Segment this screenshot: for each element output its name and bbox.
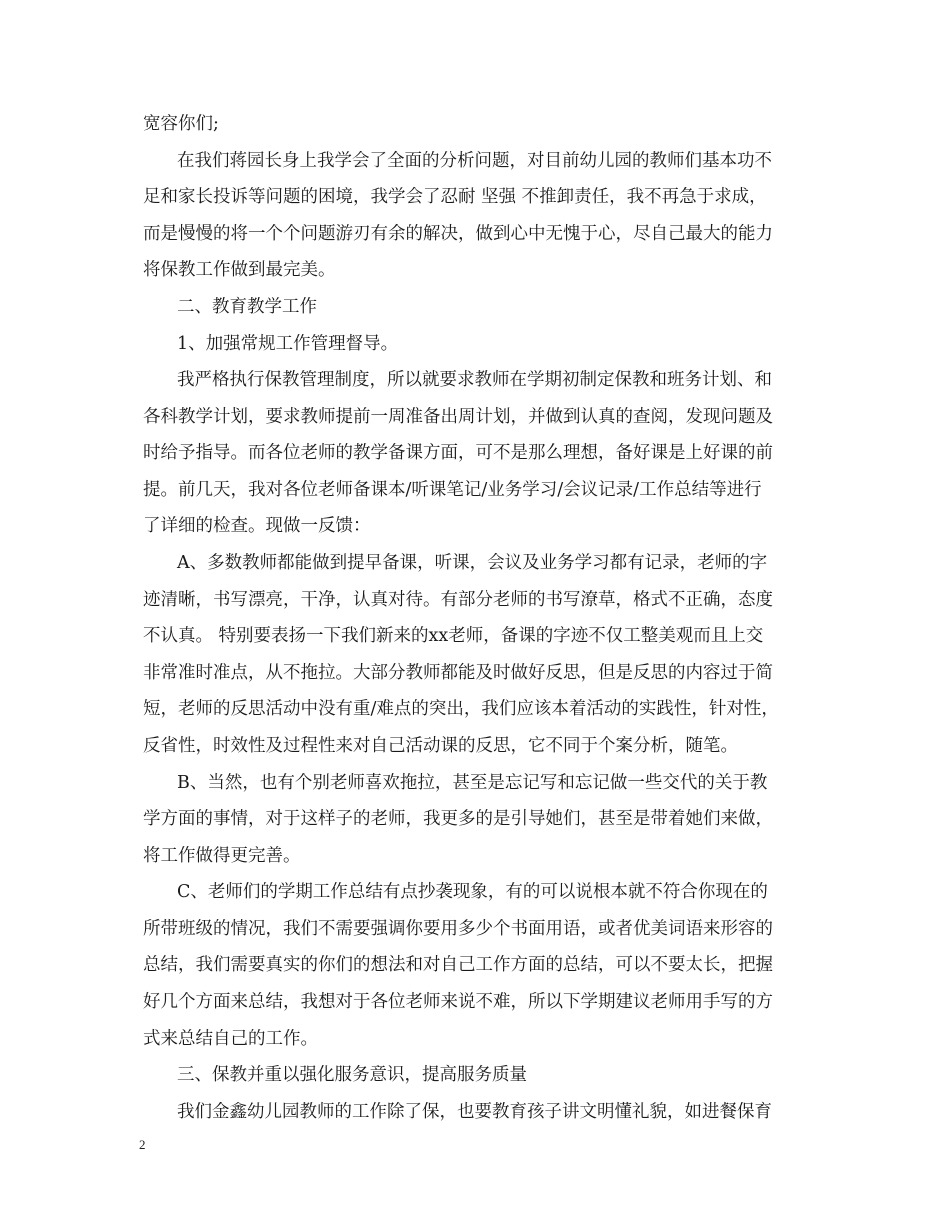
paragraph-first-line: 在我们蒋园长身上我学会了全面的分析问题，对目前幼儿园的教师们基本功不 <box>177 151 772 171</box>
text-line: 各科教学计划，要求教师提前一周准备出周计划，并做到认真的查阅，发现问题及 <box>143 407 773 427</box>
paragraph-first-line: 我们金鑫幼儿园教师的工作除了保，也要教育孩子讲文明懂礼貌，如进餐保育 <box>177 1102 772 1122</box>
subsection-heading: 1、加强常规工作管理督导。 <box>177 334 399 354</box>
text-line: 宽容你们; <box>143 114 219 134</box>
text-line: 所带班级的情况，我们不需要强调你要用多少个书面用语，或者优美词语来形容的 <box>143 919 773 939</box>
text-line: 学方面的事情，对于这样子的老师，我更多的是引导她们，甚至是带着她们来做， <box>143 809 773 829</box>
text-line: 提。前几天，我对各位老师备课本/听课笔记/业务学习/会议记录/工作总结等进行 <box>143 480 762 500</box>
text-line: 式来总结自己的工作。 <box>143 1029 318 1049</box>
text-line: 迹清晰，书写漂亮，干净，认真对待。有部分老师的书写潦草，格式不正确，态度 <box>143 590 773 610</box>
text-line: 时给予指导。而各位老师的教学备课方面，可不是那么理想，备好课是上好课的前 <box>143 443 773 463</box>
paragraph-first-line: C、老师们的学期工作总结有点抄袭现象，有的可以说根本就不符合你现在的 <box>177 882 768 902</box>
text-line: 了详细的检查。现做一反馈： <box>143 516 371 536</box>
section-heading: 三、保教并重以强化服务意识，提高服务质量 <box>177 1065 527 1085</box>
section-heading: 二、教育教学工作 <box>177 297 317 317</box>
text-line: 将保教工作做到最完美。 <box>143 260 336 280</box>
text-line: 不认真。 特别要表扬一下我们新来的xx老师，备课的字迹不仅工整美观而且上交 <box>143 626 764 646</box>
text-line: 而是慢慢的将一个个问题游刃有余的解决，做到心中无愧于心，尽自己最大的能力 <box>143 224 773 244</box>
paragraph-first-line: A、多数教师都能做到提早备课，听课，会议及业务学习都有记录，老师的字 <box>177 553 768 573</box>
paragraph-first-line: 我严格执行保教管理制度，所以就要求教师在学期初制定保教和班务计划、和 <box>177 370 772 390</box>
text-line: 短，老师的反思活动中没有重/难点的突出，我们应该本着活动的实践性，针对性， <box>143 699 779 719</box>
text-line: 将工作做得更完善。 <box>143 846 301 866</box>
text-line: 反省性，时效性及过程性来对自己活动课的反思，它不同于个案分析，随笔。 <box>143 736 738 756</box>
page-number: 2 <box>139 1137 146 1152</box>
text-line: 非常准时准点，从不拖拉。大部分教师都能及时做好反思，但是反思的内容过于简 <box>143 663 773 683</box>
text-line: 好几个方面来总结，我想对于各位老师来说不难，所以下学期建议老师用手写的方 <box>143 992 773 1012</box>
paragraph-first-line: B、当然，也有个别老师喜欢拖拉，甚至是忘记写和忘记做一些交代的关于教 <box>177 773 768 793</box>
text-line: 总结，我们需要真实的你们的想法和对自己工作方面的总结，可以不要太长，把握 <box>143 955 773 975</box>
text-line: 足和家长投诉等问题的困境，我学会了忍耐 坚强 不推卸责任，我不再急于求成， <box>143 187 767 207</box>
